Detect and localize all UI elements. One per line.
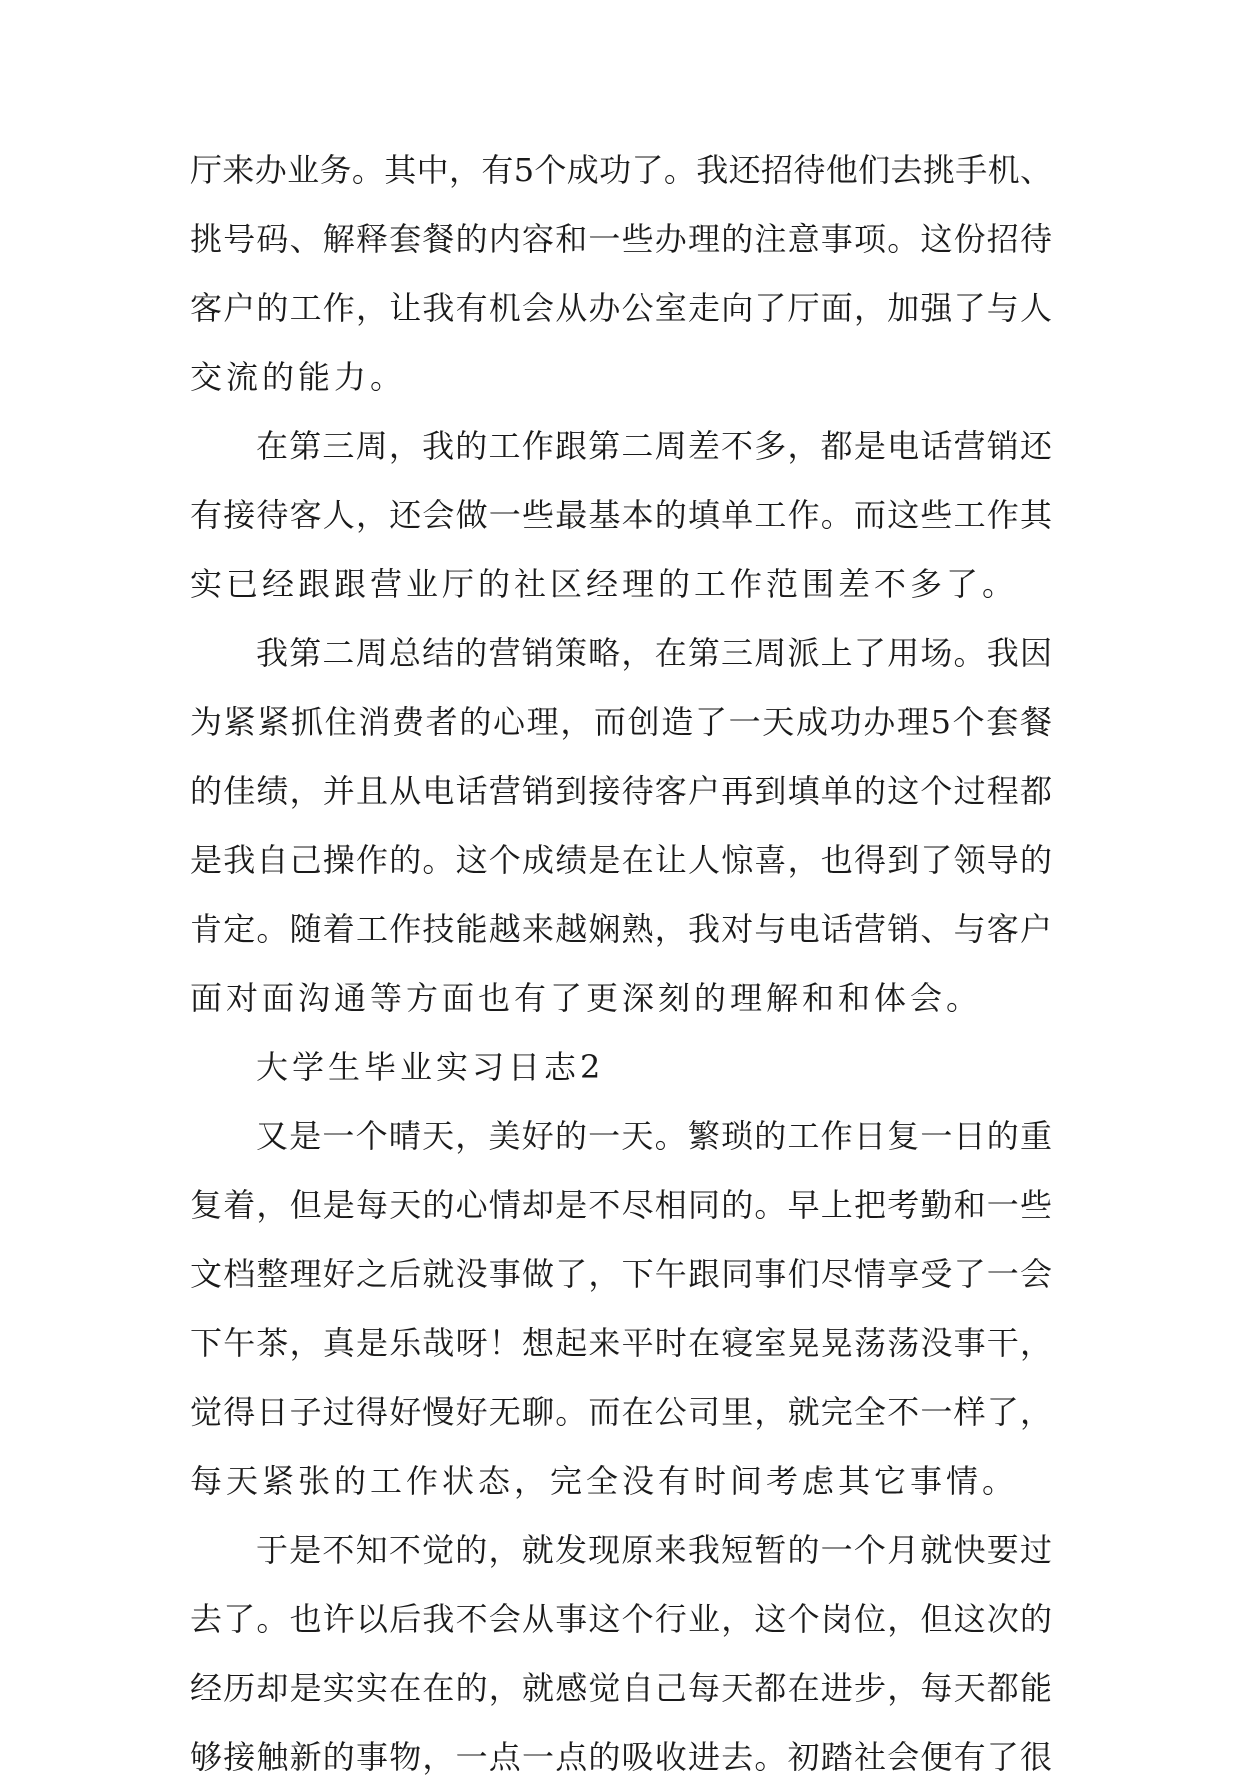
text-line: 面对面沟通等方面也有了更深刻的理解和和体会。 (190, 979, 983, 1017)
text-line: 有接待客人，还会做一些最基本的填单工作。而这些工作其 (190, 496, 1052, 534)
text-line: 觉得日子过得好慢好无聊。而在公司里，就完全不一样了， (190, 1393, 1052, 1431)
paragraph-first-line: 在第三周，我的工作跟第二周差不多，都是电话营销还 (256, 427, 1052, 465)
text-line: 去了。也许以后我不会从事这个行业，这个岗位，但这次的 (190, 1600, 1052, 1638)
text-line: 为紧紧抓住消费者的心理，而创造了一天成功办理5个套餐 (190, 703, 1052, 741)
text-line: 每天紧张的工作状态，完全没有时间考虑其它事情。 (190, 1462, 1019, 1500)
text-line: 客户的工作，让我有机会从办公室走向了厅面，加强了与人 (190, 289, 1052, 327)
paragraph-first-line: 又是一个晴天，美好的一天。繁琐的工作日复一日的重 (256, 1117, 1052, 1155)
text-line: 实已经跟跟营业厅的社区经理的工作范围差不多了。 (190, 565, 1019, 603)
text-line: 厅来办业务。其中，有5个成功了。我还招待他们去挑手机、 (190, 151, 1052, 189)
text-line: 复着，但是每天的心情却是不尽相同的。早上把考勤和一些 (190, 1186, 1052, 1224)
text-line: 文档整理好之后就没事做了，下午跟同事们尽情享受了一会 (190, 1255, 1052, 1293)
section-heading: 大学生毕业实习日志2 (256, 1048, 605, 1086)
text-line: 下午茶，真是乐哉呀！想起来平时在寝室晃晃荡荡没事干， (190, 1324, 1052, 1362)
text-line: 挑号码、解释套餐的内容和一些办理的注意事项。这份招待 (190, 220, 1052, 258)
text-line: 够接触新的事物，一点一点的吸收进去。初踏社会便有了很 (190, 1738, 1052, 1776)
paragraph-first-line: 我第二周总结的营销策略，在第三周派上了用场。我因 (256, 634, 1052, 672)
text-line: 是我自己操作的。这个成绩是在让人惊喜，也得到了领导的 (190, 841, 1052, 879)
text-line: 的佳绩，并且从电话营销到接待客户再到填单的这个过程都 (190, 772, 1052, 810)
text-line: 经历却是实实在在的，就感觉自己每天都在进步，每天都能 (190, 1669, 1052, 1707)
text-line: 肯定。随着工作技能越来越娴熟，我对与电话营销、与客户 (190, 910, 1052, 948)
paragraph-first-line: 于是不知不觉的，就发现原来我短暂的一个月就快要过 (256, 1531, 1052, 1569)
text-line: 交流的能力。 (190, 358, 407, 396)
